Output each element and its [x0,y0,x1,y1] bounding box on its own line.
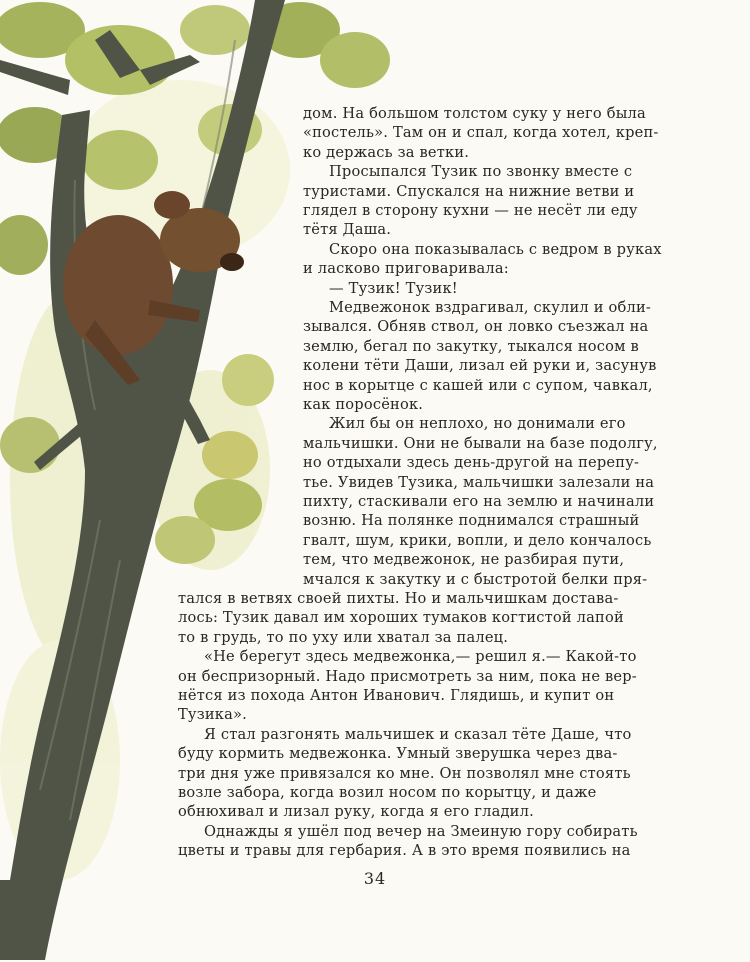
text-line: дом. На большом толстом суку у него была [303,105,646,122]
text-line: как поросёнок. [303,396,424,413]
text-line: нос в корытце с кашей или с супом, чавкал, [303,376,653,394]
text-line: глядел в сторону кухни — не несёт ли еду [303,202,638,219]
text-line: возню. На полянке поднимался страшный [303,512,640,530]
text-line: Медвежонок вздрагивал, скулил и обли- [329,299,651,316]
text-line: колени тёти Даши, лизал ей руки и, засунув [303,357,657,375]
text-line: возле забора, когда возил носом по корытцу, и даже [178,784,597,801]
text-line: Скоро она показывалась с ведром в руках [329,240,662,258]
text-line: «Не берегут здесь медвежонка,— решил я.— Какой-то [204,648,637,666]
text-line: Тузика». [178,706,247,724]
text-line: туристами. Спускался на нижние ветви и [303,182,635,200]
text-line: и ласково приговаривала: [303,260,509,278]
page-number: 34 [363,868,387,888]
text-line: пихту, стаскивали его на землю и начинали [303,493,655,510]
text-line: тье. Увидев Тузика, мальчишки залезали на [303,473,655,491]
text-line: зывался. Обняв ствол, он ловко съезжал на [303,318,649,336]
text-line: мальчишки. Они не бывали на базе подолгу, [303,434,658,452]
text-line: три дня уже привязался ко мне. Он позволял мне стоять [178,764,631,782]
text-line: лось: Тузик давал им хороших тумаков когтистой лапой [178,609,624,627]
text-line: тался в ветвях своей пихты. Но и мальчишкам доставa- [178,590,619,607]
text-line: Жил бы он неплохо, но донимали его [329,415,626,433]
text-line: ко держась за ветки. [303,143,470,161]
text-line: он беспризорный. Надо присмотреть за ним, пока не вер- [178,667,637,685]
text-line: но отдыхали здесь день-другой на перепу- [303,454,640,472]
text-line: — Тузик! Тузик! [329,279,458,297]
text-line: гвалт, шум, крики, вопли, и дело кончалось [303,531,652,549]
text-line: Однажды я ушёл под вечер на Змеиную гору собирать [204,822,638,840]
text-line: Я стал разгонять мальчишек и сказал тёте Даше, что [204,725,632,743]
text-line: тем, что медвежонок, не разбирая пути, [303,551,625,569]
text-line: нётся из похода Антон Иванович. Глядишь, и купит он [178,687,615,704]
text-line: цветы и травы для гербария. А в это время появились на [178,842,631,860]
text-line: Просыпался Тузик по звонку вместе с [329,163,633,181]
text-line: обнюхивал и лизал руку, когда я его гладил. [178,803,534,821]
text-line: землю, бегал по закутку, тыкался носом в [303,337,639,355]
text-line: тётя Даша. [303,221,392,239]
text-line: то в грудь, то по уху или хватал за палец. [178,628,509,646]
text-line: буду кормить медвежонка. Умный зверушка через два- [178,745,618,763]
text-line: «постель». Там он и спал, когда хотел, креп- [303,124,659,142]
text-line: мчался к закутку и с быстротой белки пря- [303,570,648,588]
